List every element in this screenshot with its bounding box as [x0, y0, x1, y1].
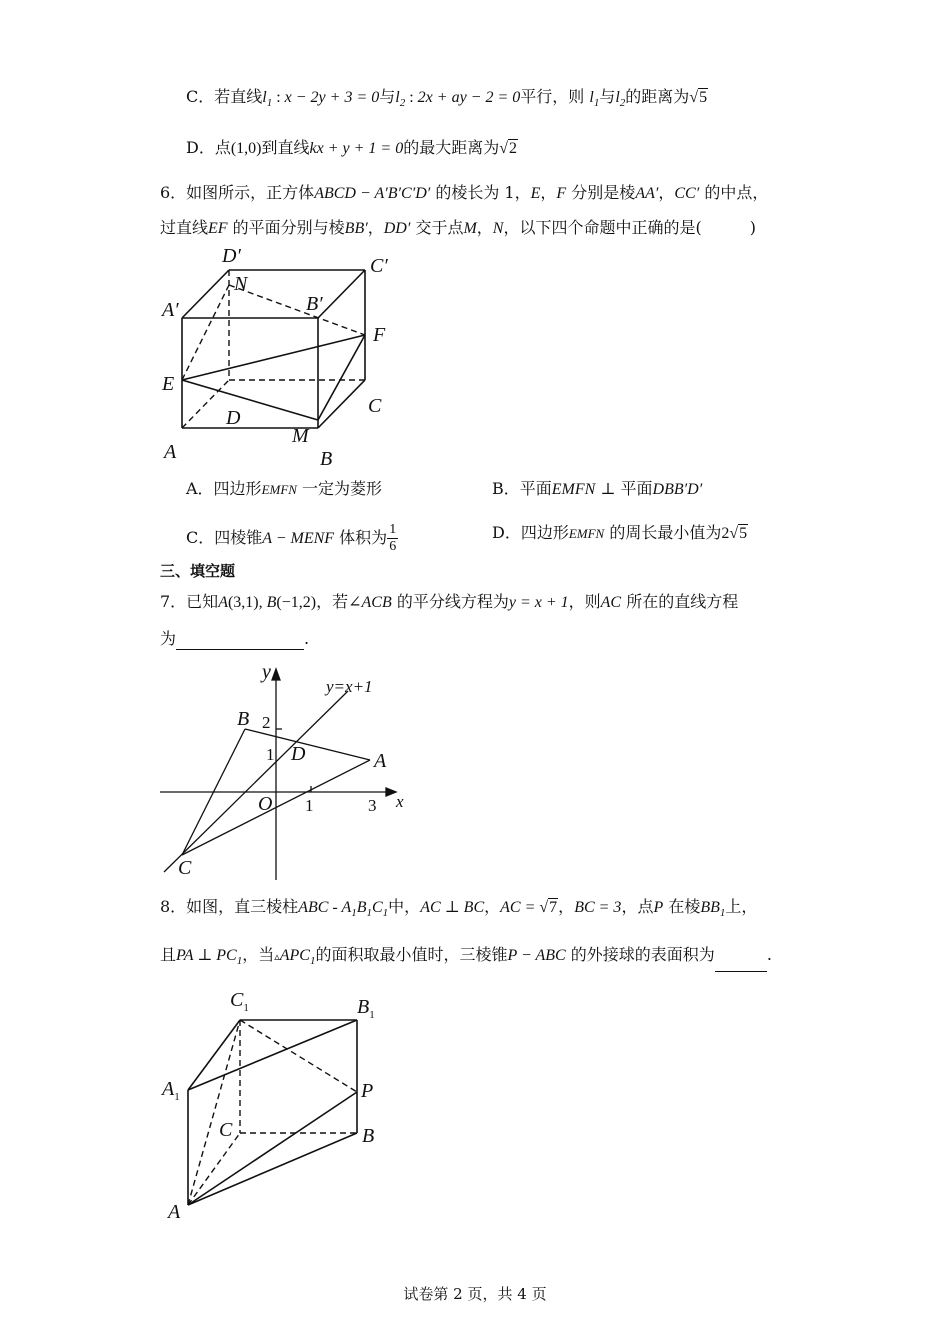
label-two: 2 [262, 713, 271, 732]
label-p: P [361, 1080, 374, 1102]
q6-option-b: B．平面EMFN ⊥ 平面DBB′D′ [492, 479, 703, 498]
q7-stem-line1: 7．已知A(3,1), B(−1,2)，若∠ACB 的平分线方程为y = x + 1，则AC 所在的直线方程 [160, 592, 739, 611]
q6-option-c: C．四棱锥A − MENF 体积为 $\frac{1}{6}$ [186, 522, 397, 554]
label-a: A [164, 441, 177, 463]
q6-stem-line1: 6．如图所示，正方体ABCD − A′B′C′D′ 的棱长为 1，E，F 分别是棱AA′，CC′ 的中点， [160, 183, 769, 202]
label-a1: $A_1$ [162, 1078, 180, 1103]
q5-option-d: D．点(1,0)到直线kx + y + 1 = 0的最大距离为√2 [186, 138, 518, 157]
label-cp: C′ [370, 255, 388, 277]
page-footer: 试卷第 2 页，共 4 页 [403, 1285, 547, 1303]
section-heading-fill-blank: 三、填空题 [160, 562, 236, 580]
q8-stem-line2: 且PA ⊥ $PC_1$，当$▵APC_1$的面积取最小值时，三棱锥P − ABC 的外接球的表面积为 . [160, 944, 772, 972]
label-bp: B′ [306, 293, 323, 315]
q6-option-d: D．四边形EMFN 的周长最小值为2√5 [492, 523, 748, 542]
label-one-x: 1 [305, 796, 314, 815]
q8-stem-line1: 8．如图，直三棱柱ABC - $A_1B_1C_1$中，AC ⊥ BC，AC = √7，BC = 3，点P 在棱$BB_1$上， [160, 897, 758, 920]
q6-option-a: A．四边形EMFN 一定为菱形 [186, 479, 383, 498]
label-f: F [373, 324, 386, 346]
label-line-eq: y=x+1 [326, 677, 373, 696]
label-d: D [291, 743, 306, 765]
label-b1: $B_1$ [357, 996, 375, 1021]
q5-option-c: C．若直线$l_1$ : x − 2y + 3 = 0与$l_2$ : 2x + ay − 2 = 0平行，则 $l_1$与$l_2$的距离为√5 [186, 87, 708, 110]
line-a-c1 [188, 1020, 240, 1205]
label-one-y: 1 [266, 745, 275, 764]
q7-stem-line2: 为 . [160, 629, 310, 648]
label-ap: A′ [162, 299, 179, 321]
fraction-one-sixth: $\frac{1}{6}$ [389, 522, 397, 554]
label-o: O [258, 793, 273, 815]
label-n: N [234, 273, 248, 295]
label-m: M [292, 425, 309, 447]
label-dp: D′ [222, 245, 241, 267]
label-b: B [362, 1125, 375, 1147]
label-three: 3 [368, 796, 377, 815]
label-c1: $C_1$ [230, 989, 249, 1014]
label-c: C [368, 395, 382, 417]
label-b: B [237, 708, 250, 730]
label-y: y [262, 661, 271, 683]
label-a: A [168, 1201, 181, 1223]
label-e: E [162, 373, 175, 395]
label-x: x [396, 792, 404, 811]
q6-stem-line2: 过直线EF 的平面分别与棱BB′，DD′ 交于点M，N，以下四个命题中正确的是( ) [160, 218, 756, 237]
label-a: A [374, 750, 387, 772]
line-a-p [188, 1092, 357, 1205]
label-d: D [226, 407, 241, 429]
label-b: B [320, 448, 333, 470]
label-c: C [178, 857, 192, 879]
line-c1-p [240, 1020, 357, 1092]
label-c: C [219, 1119, 233, 1141]
